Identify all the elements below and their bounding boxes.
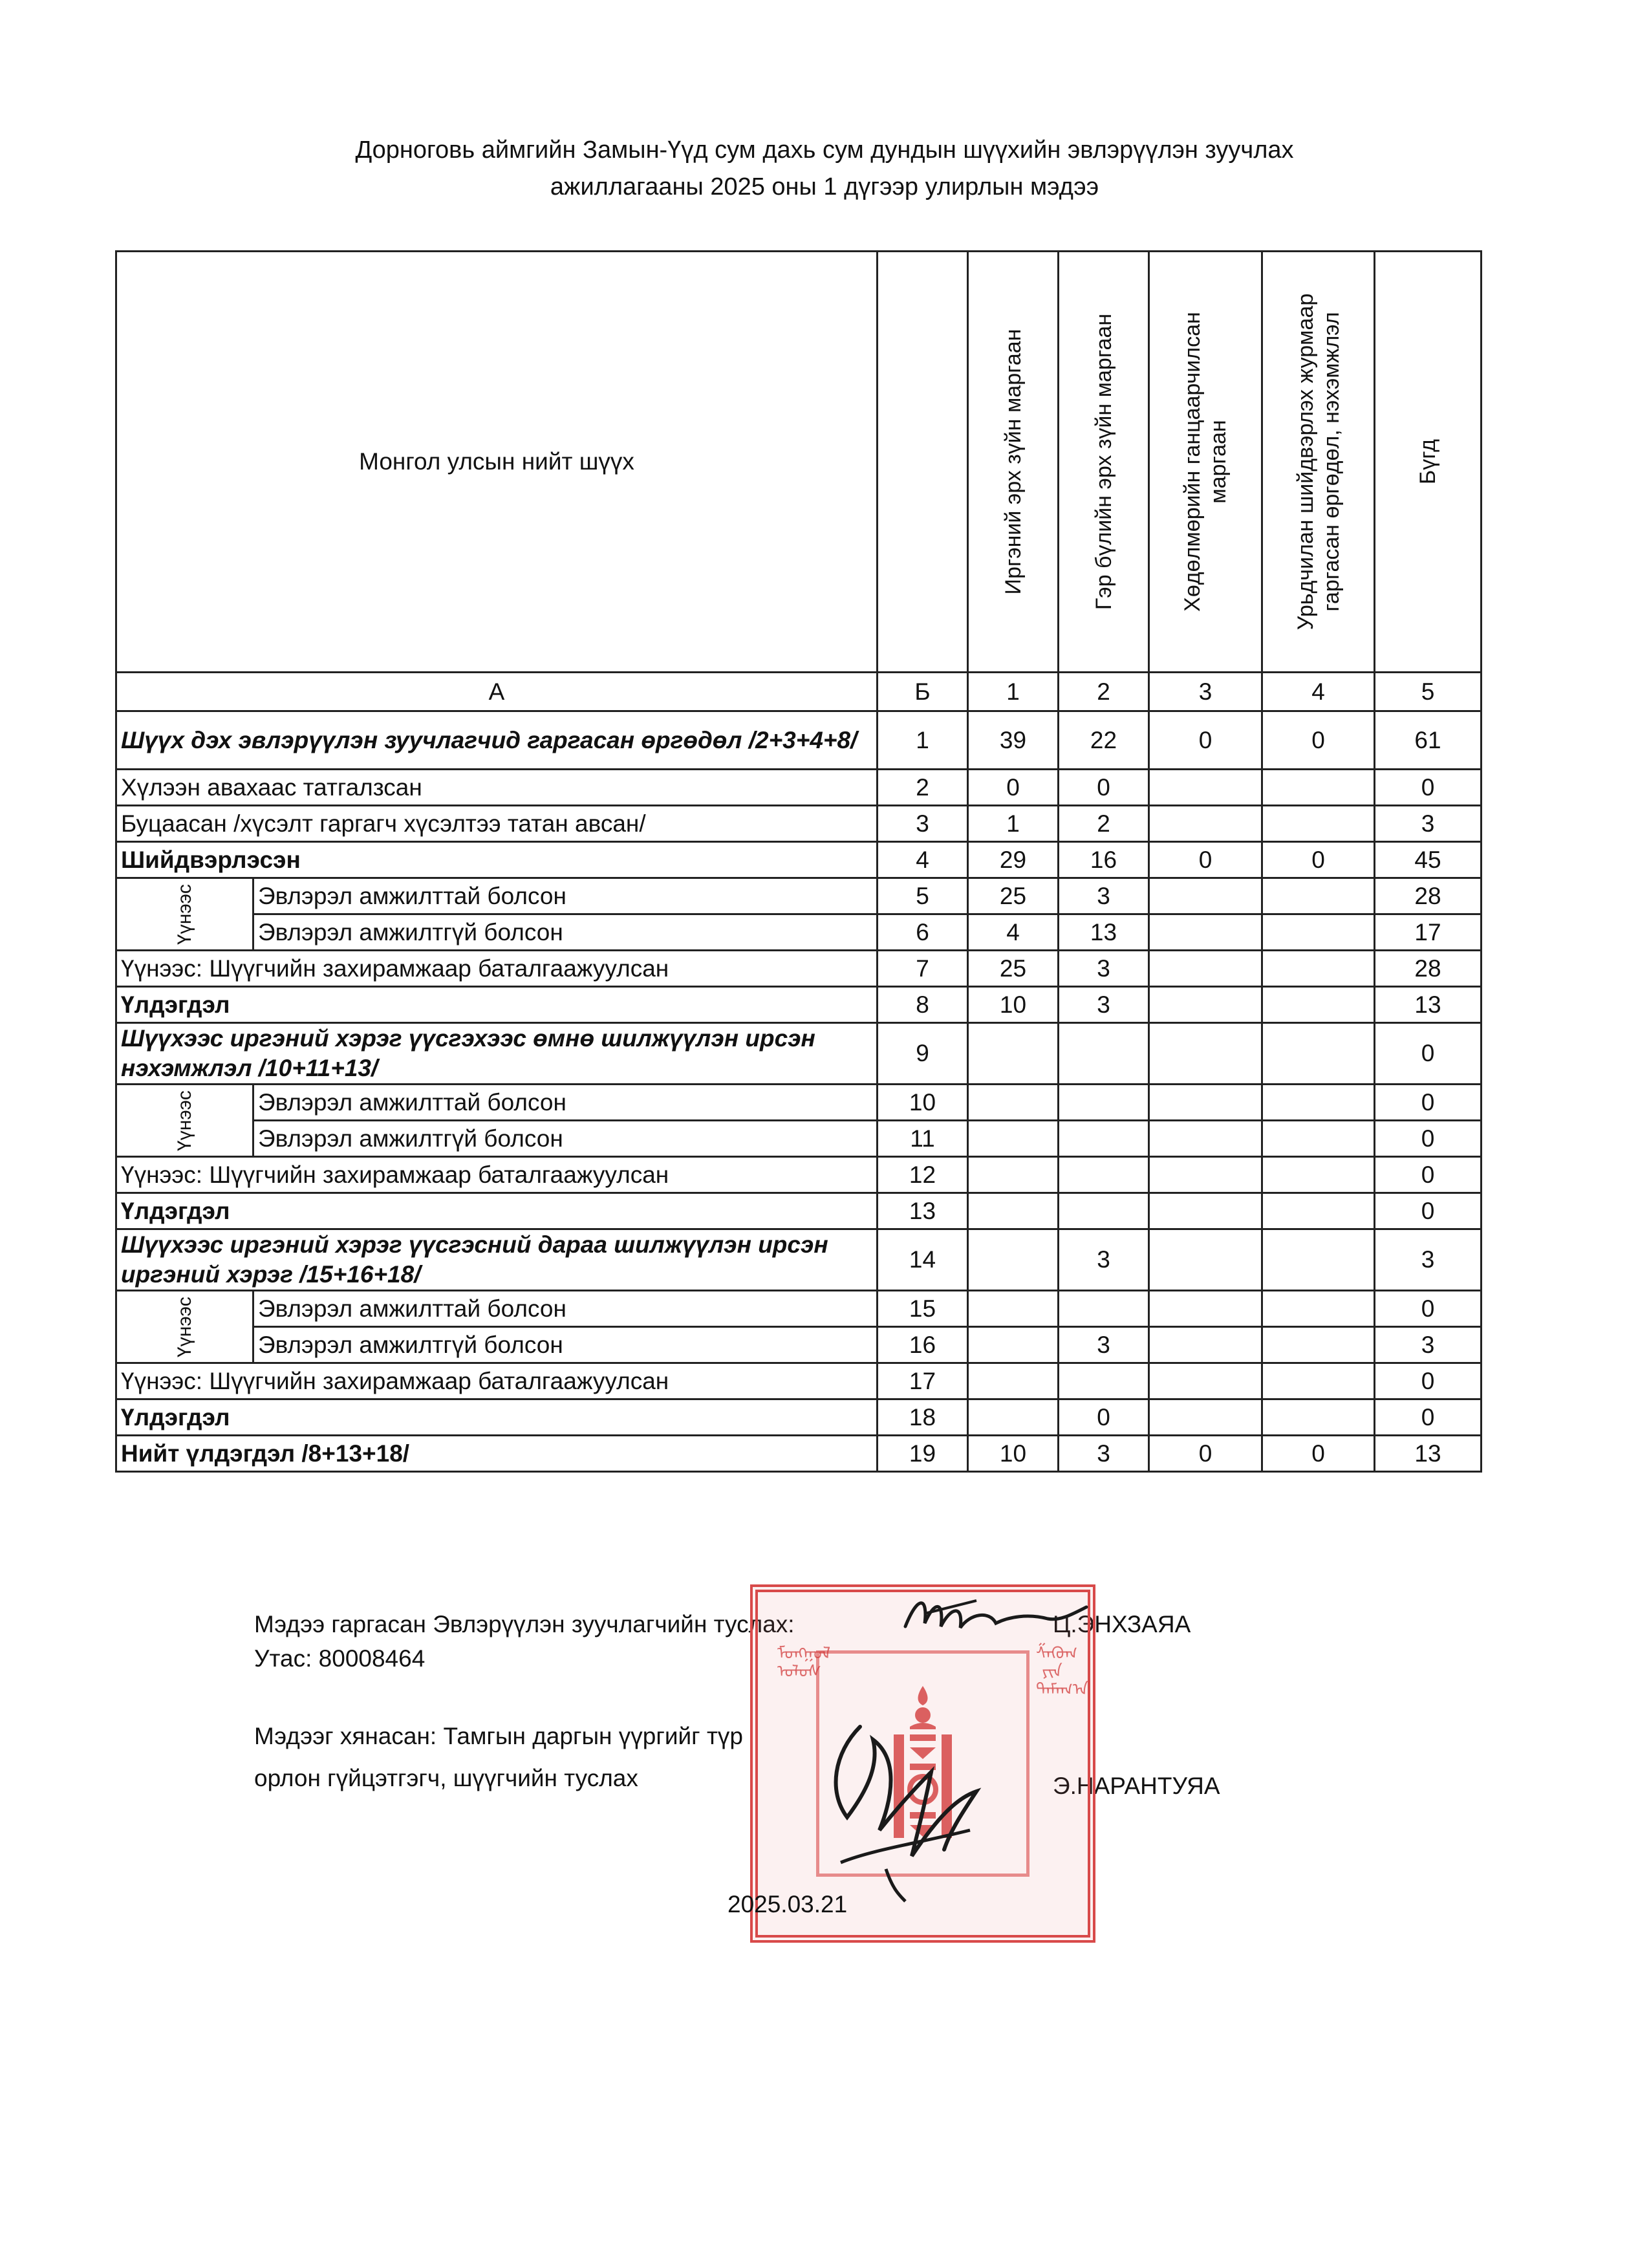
cell-c4 (1262, 806, 1375, 842)
header-no (878, 252, 968, 673)
table-header-row (116, 252, 1482, 673)
cell-no: 17 (878, 1363, 968, 1399)
cell-c3 (1149, 1085, 1262, 1121)
cell-c4 (1262, 770, 1375, 806)
cell-c2: 13 (1059, 914, 1149, 951)
row-label: Эвлэрэл амжилтгүй болсон (253, 914, 878, 951)
cell-total: 13 (1375, 987, 1482, 1023)
cell-c2 (1059, 1291, 1149, 1327)
cell-c3 (1149, 1023, 1262, 1085)
header-col-4: Урьдчилан шийдвэрлэх журмаар гаргасан өргөдөл, нэхэмжлэл (1262, 252, 1375, 673)
cell-c2 (1059, 1085, 1149, 1121)
table-row (116, 1085, 1482, 1121)
cell-no: 18 (878, 1399, 968, 1436)
cell-c2: 3 (1059, 987, 1149, 1023)
row-label: Эвлэрэл амжилттай болсон (253, 1291, 878, 1327)
cell-total: 0 (1375, 1363, 1482, 1399)
phone: Утас: 80008464 (254, 1645, 426, 1672)
cell-c1: 10 (968, 1436, 1059, 1472)
cell-c1: 0 (968, 770, 1059, 806)
row-label: Үүнээс: Шүүгчийн захирамжаар баталгаажуулсан (116, 1157, 878, 1193)
row-label: Үлдэгдэл (116, 1193, 878, 1229)
cell-c3 (1149, 1327, 1262, 1363)
report-date: 2025.03.21 (727, 1891, 848, 1917)
cell-total: 0 (1375, 1085, 1482, 1121)
cell-no: 12 (878, 1157, 968, 1193)
cell-c1 (968, 1023, 1059, 1085)
cell-no: 9 (878, 1023, 968, 1085)
row-label: Эвлэрэл амжилттай болсон (253, 878, 878, 914)
index-a: А (116, 673, 878, 711)
cell-no: 3 (878, 806, 968, 842)
cell-c4 (1262, 1023, 1375, 1085)
index-1: 1 (968, 673, 1059, 711)
cell-c2: 16 (1059, 842, 1149, 878)
row-label: Нийт үлдэгдэл /8+13+18/ (116, 1436, 878, 1472)
cell-c3 (1149, 1229, 1262, 1291)
header-main: Монгол улсын нийт шүүх (116, 252, 878, 673)
cell-c4 (1262, 1085, 1375, 1121)
index-b: Б (878, 673, 968, 711)
table-row (116, 1121, 1482, 1157)
document-title-line-1: Дорноговь аймгийн Замын-Үүд сум дахь сум дундын шүүхийн эвлэрүүлэн зуучлах (355, 136, 1294, 164)
cell-c4: 0 (1262, 842, 1375, 878)
index-4: 4 (1262, 673, 1375, 711)
cell-c1 (968, 1363, 1059, 1399)
cell-total: 0 (1375, 1291, 1482, 1327)
cell-c1: 29 (968, 842, 1059, 878)
signature-1 (899, 1588, 1093, 1646)
row-label: Шүүх дэх эвлэрүүлэн зуучлагчид гаргасан өргөдөл /2+3+4+8/ (116, 711, 878, 770)
index-2: 2 (1059, 673, 1149, 711)
cell-no: 1 (878, 711, 968, 770)
cell-c2 (1059, 1121, 1149, 1157)
group-label: Үүнээс (116, 1291, 253, 1363)
cell-total: 61 (1375, 711, 1482, 770)
cell-c3: 0 (1149, 842, 1262, 878)
cell-c4 (1262, 951, 1375, 987)
index-3: 3 (1149, 673, 1262, 711)
table-row (116, 1291, 1482, 1327)
cell-c3 (1149, 1157, 1262, 1193)
cell-c2 (1059, 1363, 1149, 1399)
cell-c1 (968, 1229, 1059, 1291)
cell-c1: 4 (968, 914, 1059, 951)
table-row (116, 914, 1482, 951)
cell-c2 (1059, 1157, 1149, 1193)
cell-c4 (1262, 1399, 1375, 1436)
cell-c2: 3 (1059, 878, 1149, 914)
cell-c1: 25 (968, 878, 1059, 914)
cell-c3 (1149, 878, 1262, 914)
cell-c2: 0 (1059, 1399, 1149, 1436)
row-label: Үүнээс: Шүүгчийн захирамжаар баталгаажуулсан (116, 951, 878, 987)
cell-no: 16 (878, 1327, 968, 1363)
table-row (116, 1023, 1482, 1085)
row-label: Шийдвэрлэсэн (116, 842, 878, 878)
cell-c2: 3 (1059, 951, 1149, 987)
cell-total: 0 (1375, 1193, 1482, 1229)
cell-no: 8 (878, 987, 968, 1023)
table-row (116, 1157, 1482, 1193)
cell-c2: 22 (1059, 711, 1149, 770)
prepared-by-name: Ц.ЭНХЗАЯА (1053, 1611, 1191, 1637)
cell-c4 (1262, 1157, 1375, 1193)
cell-c2: 3 (1059, 1327, 1149, 1363)
cell-no: 11 (878, 1121, 968, 1157)
table-row (116, 1327, 1482, 1363)
cell-c4 (1262, 1229, 1375, 1291)
cell-c2 (1059, 1193, 1149, 1229)
header-col-5: Бүгд (1375, 252, 1482, 673)
cell-no: 15 (878, 1291, 968, 1327)
cell-c4 (1262, 1291, 1375, 1327)
table-row (116, 1436, 1482, 1472)
cell-c1 (968, 1085, 1059, 1121)
cell-c1 (968, 1327, 1059, 1363)
cell-c1 (968, 1291, 1059, 1327)
cell-total: 0 (1375, 1023, 1482, 1085)
cell-no: 5 (878, 878, 968, 914)
header-col-3: Хөдөлмөрийн ганцаарчилсан маргаан (1149, 252, 1262, 673)
row-label: Эвлэрэл амжилтгүй болсон (253, 1327, 878, 1363)
cell-c3: 0 (1149, 1436, 1262, 1472)
cell-c3 (1149, 1121, 1262, 1157)
cell-c1: 1 (968, 806, 1059, 842)
cell-total: 17 (1375, 914, 1482, 951)
cell-c1: 39 (968, 711, 1059, 770)
cell-no: 14 (878, 1229, 968, 1291)
header-col-2: Гэр бүлийн эрх зүйн маргаан (1059, 252, 1149, 673)
cell-c3 (1149, 914, 1262, 951)
seal-text-left: ᠮᠣᠩᠭᠣᠯ ᠤᠯᠤᠰ (777, 1643, 831, 1681)
cell-total: 28 (1375, 878, 1482, 914)
index-row (116, 673, 1482, 711)
row-label: Үүнээс: Шүүгчийн захирамжаар баталгаажуулсан (116, 1363, 878, 1399)
cell-c2 (1059, 1023, 1149, 1085)
seal-text-right: ᠱᠡᠭᠦᠬ ᠶᠢᠨ ᠲᠠᠮᠠᠭ᠎ᠠ (1036, 1643, 1088, 1699)
row-label: Эвлэрэл амжилтгүй болсон (253, 1121, 878, 1157)
row-label: Шүүхээс иргэний хэрэг үүсгэсний дараа шилжүүлэн ирсэн иргэний хэрэг /15+16+18/ (116, 1229, 878, 1291)
cell-no: 13 (878, 1193, 968, 1229)
table-row (116, 1399, 1482, 1436)
cell-c2: 2 (1059, 806, 1149, 842)
cell-c1 (968, 1157, 1059, 1193)
reviewed-by-line-1: Мэдээг хянасан: Тамгын даргын үүргийг түр (254, 1723, 743, 1749)
table-row (116, 711, 1482, 770)
cell-no: 4 (878, 842, 968, 878)
cell-total: 0 (1375, 770, 1482, 806)
cell-c4 (1262, 987, 1375, 1023)
cell-total: 3 (1375, 1229, 1482, 1291)
cell-c3 (1149, 1291, 1262, 1327)
table-row (116, 842, 1482, 878)
cell-total: 28 (1375, 951, 1482, 987)
cell-c4 (1262, 1193, 1375, 1229)
cell-c1 (968, 1121, 1059, 1157)
table-row (116, 1193, 1482, 1229)
group-label: Үүнээс (116, 1085, 253, 1157)
header-col-1: Иргэний эрх зүйн маргаан (968, 252, 1059, 673)
table-row (116, 878, 1482, 914)
cell-c3 (1149, 1193, 1262, 1229)
cell-c3 (1149, 1363, 1262, 1399)
table-row (116, 806, 1482, 842)
reviewed-by-line-2: орлон гүйцэтгэгч, шүүгчийн туслах (254, 1765, 638, 1791)
cell-total: 13 (1375, 1436, 1482, 1472)
cell-total: 0 (1375, 1121, 1482, 1157)
signature-2 (821, 1701, 989, 1908)
cell-c4: 0 (1262, 711, 1375, 770)
table-row (116, 1363, 1482, 1399)
group-label: Үүнээс (116, 878, 253, 951)
cell-c3 (1149, 1399, 1262, 1436)
cell-no: 19 (878, 1436, 968, 1472)
cell-total: 45 (1375, 842, 1482, 878)
cell-c2: 3 (1059, 1436, 1149, 1472)
cell-c3: 0 (1149, 711, 1262, 770)
row-label: Үлдэгдэл (116, 987, 878, 1023)
cell-c4 (1262, 914, 1375, 951)
cell-c3 (1149, 951, 1262, 987)
cell-c1 (968, 1399, 1059, 1436)
cell-c3 (1149, 987, 1262, 1023)
cell-c4 (1262, 1363, 1375, 1399)
prepared-by-label: Мэдээ гаргасан Эвлэрүүлэн зуучлагчийн туслах: (254, 1611, 795, 1637)
cell-c4: 0 (1262, 1436, 1375, 1472)
cell-c2: 0 (1059, 770, 1149, 806)
cell-c4 (1262, 1121, 1375, 1157)
row-label: Буцаасан /хүсэлт гаргагч хүсэлтээ татан авсан/ (116, 806, 878, 842)
row-label: Шүүхээс иргэний хэрэг үүсгэхээс өмнө шилжүүлэн ирсэн нэхэмжлэл /10+11+13/ (116, 1023, 878, 1085)
table-row (116, 770, 1482, 806)
table-row (116, 1229, 1482, 1291)
cell-c4 (1262, 1327, 1375, 1363)
index-5: 5 (1375, 673, 1482, 711)
document-title-line-2: ажиллагааны 2025 оны 1 дүгээр улирлын мэдээ (550, 173, 1099, 200)
cell-c1: 25 (968, 951, 1059, 987)
reviewed-by-name: Э.НАРАНТУЯА (1053, 1773, 1220, 1799)
row-label: Хүлээн авахаас татгалзсан (116, 770, 878, 806)
table-row (116, 987, 1482, 1023)
cell-c2: 3 (1059, 1229, 1149, 1291)
cell-total: 3 (1375, 806, 1482, 842)
table-row (116, 951, 1482, 987)
cell-c1 (968, 1193, 1059, 1229)
row-label: Эвлэрэл амжилттай болсон (253, 1085, 878, 1121)
cell-total: 0 (1375, 1399, 1482, 1436)
cell-total: 0 (1375, 1157, 1482, 1193)
cell-total: 3 (1375, 1327, 1482, 1363)
cell-no: 10 (878, 1085, 968, 1121)
cell-no: 6 (878, 914, 968, 951)
cell-c4 (1262, 878, 1375, 914)
report-table (115, 250, 1482, 1473)
cell-no: 2 (878, 770, 968, 806)
cell-c1: 10 (968, 987, 1059, 1023)
cell-c3 (1149, 770, 1262, 806)
cell-c3 (1149, 806, 1262, 842)
row-label: Үлдэгдэл (116, 1399, 878, 1436)
cell-no: 7 (878, 951, 968, 987)
